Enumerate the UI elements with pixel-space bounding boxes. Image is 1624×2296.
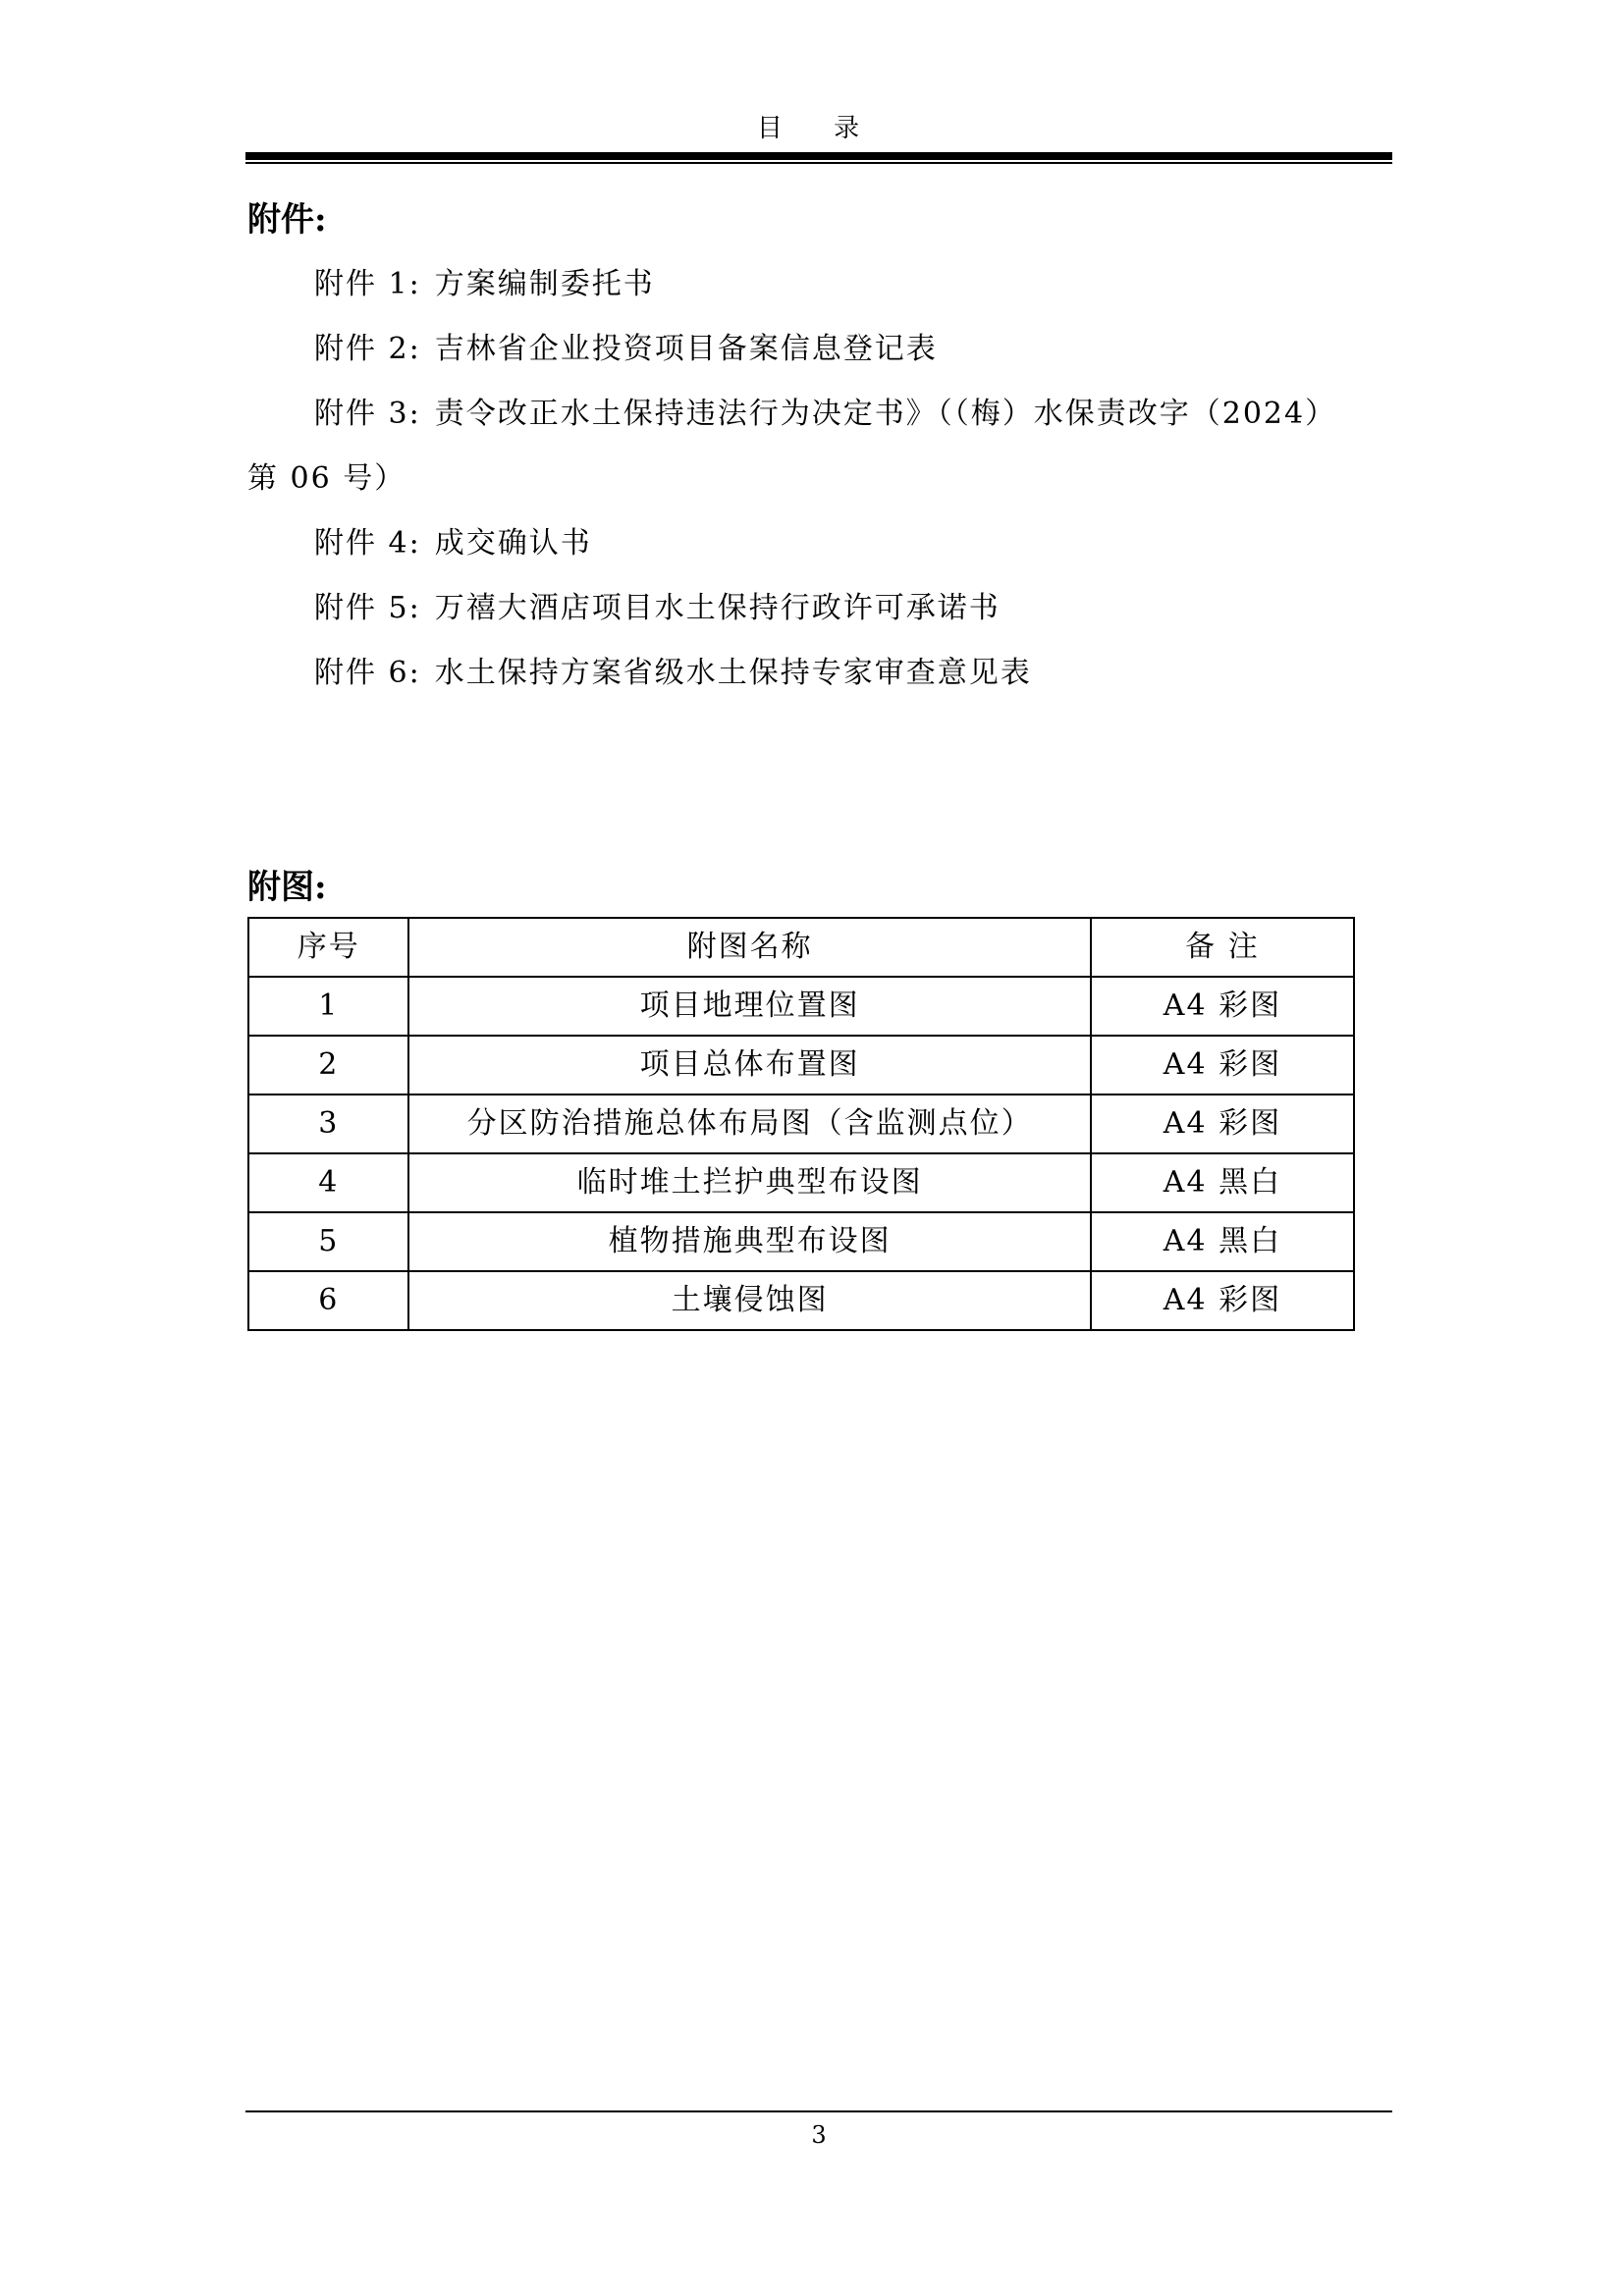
cell-note: A4 黑白 — [1091, 1212, 1354, 1271]
cell-seq: 5 — [248, 1212, 408, 1271]
attachment-item-4 — [314, 524, 592, 563]
figures-table — [247, 917, 1355, 1331]
table-row — [248, 1153, 1354, 1212]
cell-seq: 3 — [248, 1095, 408, 1153]
cell-seq: 2 — [248, 1036, 408, 1095]
page-header-title: 目 录 — [756, 114, 882, 143]
header-rule-thin — [245, 162, 1392, 164]
cell-note: A4 彩图 — [1091, 1036, 1354, 1095]
table-row — [248, 1212, 1354, 1271]
attachment-text: 水土保持方案省级水土保持专家审查意见表 — [434, 656, 1032, 690]
table-header-row — [248, 918, 1354, 977]
cell-note: A4 彩图 — [1091, 1095, 1354, 1153]
attachment-item-1 — [314, 265, 655, 304]
cell-name: 项目总体布置图 — [408, 1036, 1090, 1095]
attachment-label: 附件 4: — [314, 526, 421, 561]
attachment-label: 附件 5: — [314, 591, 421, 625]
table-row — [248, 1095, 1354, 1153]
table-row — [248, 977, 1354, 1036]
cell-note: A4 彩图 — [1091, 977, 1354, 1036]
cell-name: 植物措施典型布设图 — [408, 1212, 1090, 1271]
attachment-item-3-continuation: 第 06 号） — [247, 461, 406, 496]
cell-seq: 4 — [248, 1153, 408, 1212]
cell-note: A4 黑白 — [1091, 1153, 1354, 1212]
attachment-label: 附件 1: — [314, 267, 421, 301]
attachment-item-6 — [314, 654, 1032, 693]
cell-seq: 6 — [248, 1271, 408, 1330]
cell-name: 土壤侵蚀图 — [408, 1271, 1090, 1330]
attachments-heading: 附件: — [247, 200, 327, 240]
table-row — [248, 1036, 1354, 1095]
column-header-name: 附图名称 — [408, 918, 1090, 977]
column-header-note: 备 注 — [1091, 918, 1354, 977]
attachment-text: 万禧大酒店项目水土保持行政许可承诺书 — [434, 591, 1001, 625]
attachment-label: 附件 3: — [314, 397, 421, 431]
cell-seq: 1 — [248, 977, 408, 1036]
attachment-text: 方案编制委托书 — [434, 267, 655, 301]
attachment-text: 吉林省企业投资项目备案信息登记表 — [434, 332, 938, 366]
attachment-item-3 — [314, 395, 1336, 434]
header-rule-thick — [245, 152, 1392, 160]
column-header-seq: 序号 — [248, 918, 408, 977]
cell-name: 分区防治措施总体布局图（含监测点位） — [408, 1095, 1090, 1153]
attachment-text: 责令改正水土保持违法行为决定书》（（梅）水保责改字（2024） — [434, 397, 1337, 431]
attachment-item-5 — [314, 589, 1001, 628]
page-number: 3 — [811, 2121, 827, 2149]
attachment-text: 成交确认书 — [434, 526, 592, 561]
cell-name: 项目地理位置图 — [408, 977, 1090, 1036]
cell-name: 临时堆土拦护典型布设图 — [408, 1153, 1090, 1212]
cell-note: A4 彩图 — [1091, 1271, 1354, 1330]
footer-rule — [245, 2110, 1392, 2112]
attachment-label: 附件 2: — [314, 332, 421, 366]
attachment-item-2 — [314, 330, 938, 369]
figures-heading: 附图: — [247, 868, 327, 907]
attachment-label: 附件 6: — [314, 656, 421, 690]
table-row — [248, 1271, 1354, 1330]
